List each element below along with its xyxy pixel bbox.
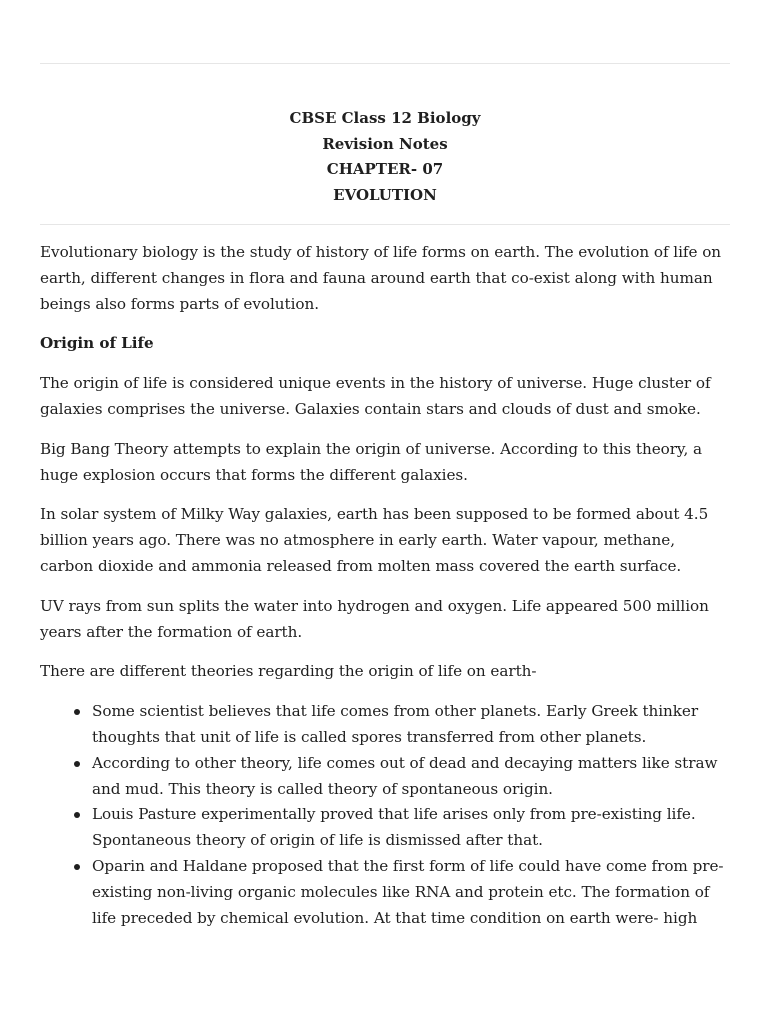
- list-item-text: Some scientist believes that life comes from other planets. Early Greek thinker thoughts that unit of life is called spores transferred from other planets.: [92, 702, 699, 746]
- intro-paragraph: Evolutionary biology is the study of history of life forms on earth. The evolution of life on earth, different changes in flora and fauna around earth that co-exist along with human beings also forms parts of evolution.: [40, 243, 722, 313]
- list-item-text: According to other theory, life comes out of dead and decaying matters like straw and mud. This theory is called theory of spontaneous origin.: [92, 753, 718, 798]
- document-page: [40, 0, 730, 931]
- list-item-text: Oparin and Haldane proposed that the first form of life could have come from pre-existing non-living organic molecules like RNA and protein etc. The formation of life preceded by chemical evolution. At that time condition on earth were- high: [92, 856, 724, 927]
- list-item: [92, 751, 730, 803]
- list-item: [92, 854, 730, 931]
- list-item-text: Louis Pasture experimentally proved that life arises only from pre-existing life. Spontaneous theory of origin of life is dismissed after that.: [92, 805, 696, 850]
- bullet-icon: [74, 812, 80, 818]
- paragraph-uv-rays: UV rays from sun splits the water into hydrogen and oxygen. Life appeared 500 million years after the formation of earth.: [40, 596, 709, 641]
- list-item: [92, 802, 730, 854]
- paragraph-theories-intro: There are different theories regarding the origin of life on earth-: [40, 662, 537, 681]
- header-subtitle: Revision Notes: [322, 134, 448, 153]
- document-body: [40, 240, 730, 931]
- paragraph-origin: The origin of life is considered unique events in the history of universe. Huge cluster of galaxies comprises the universe. Galaxies contain stars and clouds of dust and smoke.: [40, 374, 711, 418]
- header-chapter: CHAPTER- 07: [326, 160, 444, 178]
- list-item: [92, 699, 730, 751]
- section-heading: Origin of Life: [40, 334, 154, 353]
- bullet-icon: [74, 864, 80, 870]
- header-chapter-title: EVOLUTION: [333, 185, 437, 204]
- header-course: CBSE Class 12 Biology: [289, 109, 481, 127]
- paragraph-big-bang: Big Bang Theory attempts to explain the origin of universe. According to this theory, a huge explosion occurs that forms the different galaxies.: [40, 439, 703, 484]
- header-divider: [40, 224, 730, 225]
- document-header: [40, 64, 730, 224]
- theories-list: [40, 699, 730, 931]
- bullet-icon: [74, 709, 80, 715]
- bullet-icon: [74, 761, 80, 767]
- paragraph-solar-system: In solar system of Milky Way galaxies, earth has been supposed to be formed about 4.5 billion years ago. There was no atmosphere in early earth. Water vapour, methane, carbon dioxide and ammonia released from molten mass covered the earth surface.: [40, 505, 709, 575]
